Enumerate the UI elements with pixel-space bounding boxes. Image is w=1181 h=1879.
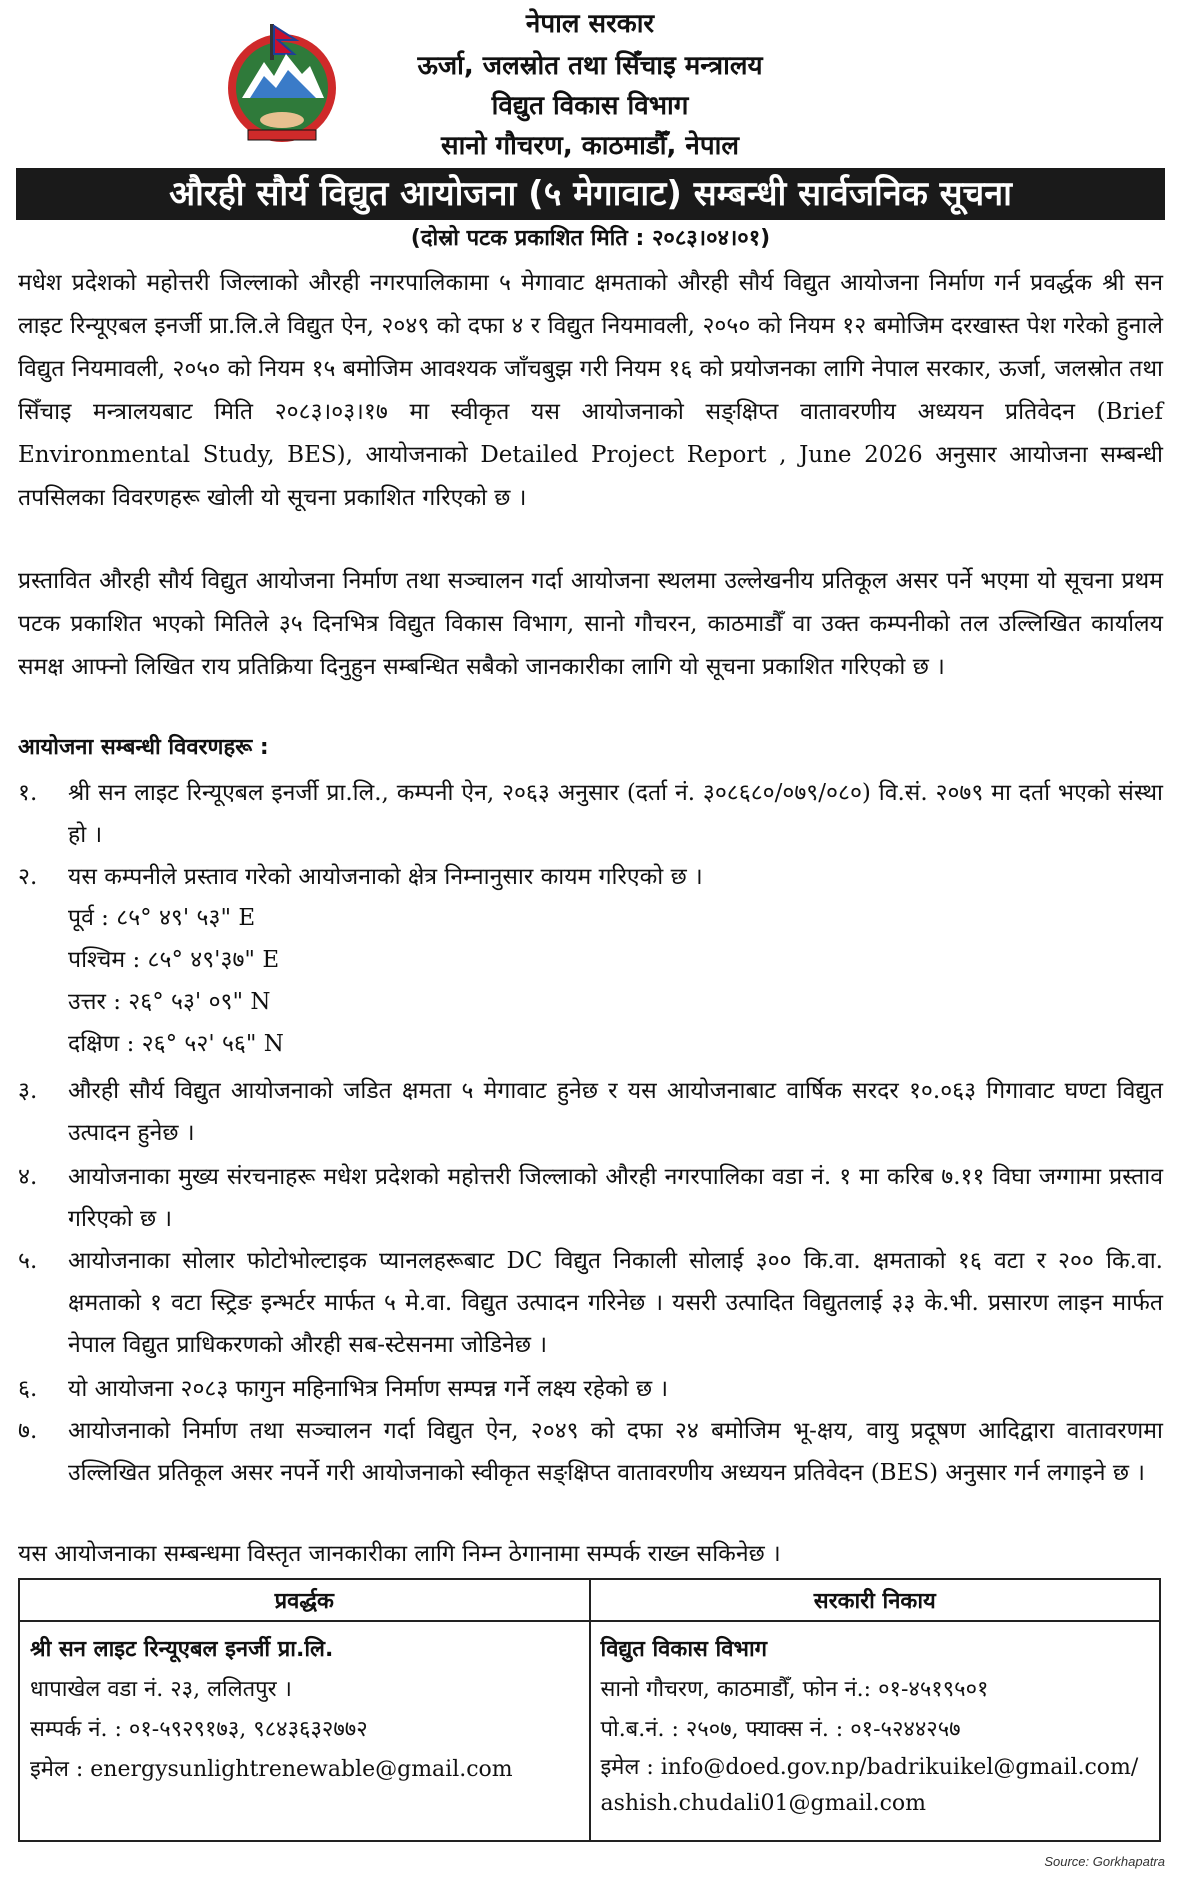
item-number: १. <box>18 780 38 806</box>
contact-table <box>18 1578 1161 1842</box>
item-number: ४. <box>18 1164 38 1190</box>
promoter-email: इमेल : energysunlightrenewable@gmail.com <box>30 1757 513 1782</box>
government-name: विद्युत विकास विभाग <box>600 1637 768 1662</box>
item-text: यो आयोजना २०८३ फागुन महिनाभित्र निर्माण सम्पन्न गर्ने लक्ष्य रहेको छ । <box>68 1376 669 1402</box>
item-number: ५. <box>18 1248 38 1274</box>
feedback-paragraph: प्रस्तावित औरही सौर्य विद्युत आयोजना निर्माण तथा सञ्चालन गर्दा आयोजना स्थलमा उल्लेखनीय प्रतिकूल असर पर्ने भएमा यो सूचना प्रथम पटक प्रकाशित भएको मितिले ३५ दिनभित्र विद्युत विकास विभाग, सानो गौचरन, काठमाडौँ वा उक्त कम्पनीको तल उल्लिखित कार्यालय समक्ष आफ्नो लिखित राय प्रतिक्रिया दिनुहुन सम्बन्धित सबैको जानकारीका लागि यो सूचना प्रकाशित गरिएको छ । <box>18 568 1163 680</box>
coordinate-south <box>68 1024 284 1064</box>
coordinate-value: ८५° ४९'३७" E <box>147 947 280 973</box>
promoter-cell <box>19 1621 590 1841</box>
header-ministry: ऊर्जा, जलस्रोत तथा सिँचाइ मन्त्रालय <box>417 51 763 81</box>
header-country: नेपाल सरकार <box>525 9 655 39</box>
coordinate-label: पश्चिम : <box>68 947 141 973</box>
government-pobox: पो.ब.नं. : २५०७, फ्याक्स नं. : ०१-५२४४२५७ <box>600 1717 961 1742</box>
item-text: श्री सन लाइट रिन्यूएबल इनर्जी प्रा.लि., कम्पनी ऐन, २०६३ अनुसार (दर्ता नं. ३०८६८०/०७९/०८०) वि.सं. २०७९ मा दर्ता भएको संस्था हो । <box>68 780 1163 848</box>
coordinate-label: पूर्व : <box>68 905 109 931</box>
item-text: यस कम्पनीले प्रस्ताव गरेको आयोजनाको क्षेत्र निम्नानुसार कायम गरिएको छ । <box>68 864 703 890</box>
nepal-emblem-icon <box>220 22 344 146</box>
header-department: विद्युत विकास विभाग <box>491 91 689 121</box>
item-number: ६. <box>18 1376 38 1402</box>
item-text: आयोजनाको निर्माण तथा सञ्चालन गर्दा विद्युत ऐन, २०४९ को दफा २४ बमोजिम भू-क्षय, वायु प्रदूषण आदिद्वारा वातावरणमा उल्लिखित प्रतिकूल असर नपर्ने गरी आयोजनाको स्वीकृत सङ्क्षिप्त वातावरणीय अध्ययन प्रतिवेदन (BES) अनुसार गर्न लगाइने छ । <box>68 1418 1163 1486</box>
item-number: ३. <box>18 1078 38 1104</box>
item-text: आयोजनाका मुख्य संरचनाहरू मधेश प्रदेशको महोत्तरी जिल्लाको औरही नगरपालिका वडा नं. १ मा करिब ७.११ विघा जग्गामा प्रस्ताव गरिएको छ । <box>68 1164 1163 1232</box>
promoter-header: प्रवर्द्धक <box>19 1579 590 1621</box>
item-number: २. <box>18 864 38 890</box>
coordinate-value: २६° ५३' ०९" N <box>128 989 271 1015</box>
coordinate-west <box>68 940 279 980</box>
promoter-address: धापाखेल वडा नं. २३, ललितपुर । <box>30 1677 292 1702</box>
coordinate-value: २६° ५२' ५६" N <box>141 1031 284 1057</box>
coordinate-label: उत्तर : <box>68 989 121 1015</box>
government-address: सानो गौचरण, काठमाडौँ, फोन नं.: ०१-४५१९५०१ <box>600 1677 989 1702</box>
closing-statement: यस आयोजनाका सम्बन्धमा विस्तृत जानकारीका लागि निम्न ठेगानामा सम्पर्क राख्न सकिनेछ । <box>18 1541 781 1567</box>
government-email: इमेल : info@doed.gov.np/badrikuikel@gmail.com/ashish.chudali01@gmail.com <box>600 1755 1139 1816</box>
coordinate-value: ८५° ४९' ५३" E <box>116 905 256 931</box>
details-heading: आयोजना सम्बन्धी विवरणहरू : <box>18 735 269 760</box>
coordinate-east <box>68 898 255 938</box>
promoter-phone: सम्पर्क नं. : ०१-५९२९१७३, ९८४३६३२७७२ <box>30 1717 368 1742</box>
government-cell <box>590 1621 1161 1841</box>
government-header: सरकारी निकाय <box>590 1579 1161 1621</box>
item-number: ७. <box>18 1418 38 1444</box>
coordinate-north <box>68 982 271 1022</box>
publish-date: (दोस्रो पटक प्रकाशित मिति : २०८३।०४।०१) <box>410 226 771 251</box>
item-text: औरही सौर्य विद्युत आयोजनाको जडित क्षमता ५ मेगावाट हुनेछ र यस आयोजनाबाट वार्षिक सरदर १०.०६३ गिगावाट घण्टा विद्युत उत्पादन हुनेछ । <box>68 1078 1163 1146</box>
item-text: आयोजनाका सोलार फोटोभोल्टाइक प्यानलहरूबाट DC विद्युत निकाली सोलाई ३०० कि.वा. क्षमताको १६ वटा र २०० कि.वा. क्षमताको १ वटा स्ट्रिङ इन्भर्टर मार्फत ५ मे.वा. विद्युत उत्पादन गरिनेछ । यसरी उत्पादित विद्युतलाई ३३ के.भी. प्रसारण लाइन मार्फत नेपाल विद्युत प्राधिकरणको औरही सब-स्टेसनमा जोडिनेछ । <box>68 1248 1163 1358</box>
header-address: सानो गौचरण, काठमाडौँ, नेपाल <box>441 131 739 161</box>
coordinate-label: दक्षिण : <box>68 1031 135 1057</box>
promoter-name: श्री सन लाइट रिन्यूएबल इनर्जी प्रा.लि. <box>30 1637 334 1662</box>
source-credit: Source: Gorkhapatra <box>1044 1854 1165 1869</box>
intro-paragraph: मधेश प्रदेशको महोत्तरी जिल्लाको औरही नगरपालिकामा ५ मेगावाट क्षमताको औरही सौर्य विद्युत आयोजना निर्माण गर्न प्रवर्द्धक श्री सन लाइट रिन्यूएबल इनर्जी प्रा.लि.ले विद्युत ऐन, २०४९ को दफा ४ र विद्युत नियमावली, २०५० को नियम १२ बमोजिम दरखास्त पेश गरेको हुनाले विद्युत नियमावली, २०५० को नियम १५ बमोजिम आवश्यक जाँचबुझ गरी नियम १६ को प्रयोजनका लागि नेपाल सरकार, ऊर्जा, जलस्रोत तथा सिँचाइ मन्त्रालयबाट मिति २०८३।०३।१७ मा स्वीकृत यस आयोजनाको सङ्क्षिप्त वातावरणीय अध्ययन प्रतिवेदन (Brief Environmental Study, BES), आयोजनाको Detailed Project Report , June 2026 अनुसार आयोजना सम्बन्धी तपसिलका विवरणहरू खोली यो सूचना प्रकाशित गरिएको छ । <box>18 270 1164 511</box>
notice-title: औरही सौर्य विद्युत आयोजना (५ मेगावाट) सम्बन्धी सार्वजनिक सूचना <box>16 168 1165 220</box>
